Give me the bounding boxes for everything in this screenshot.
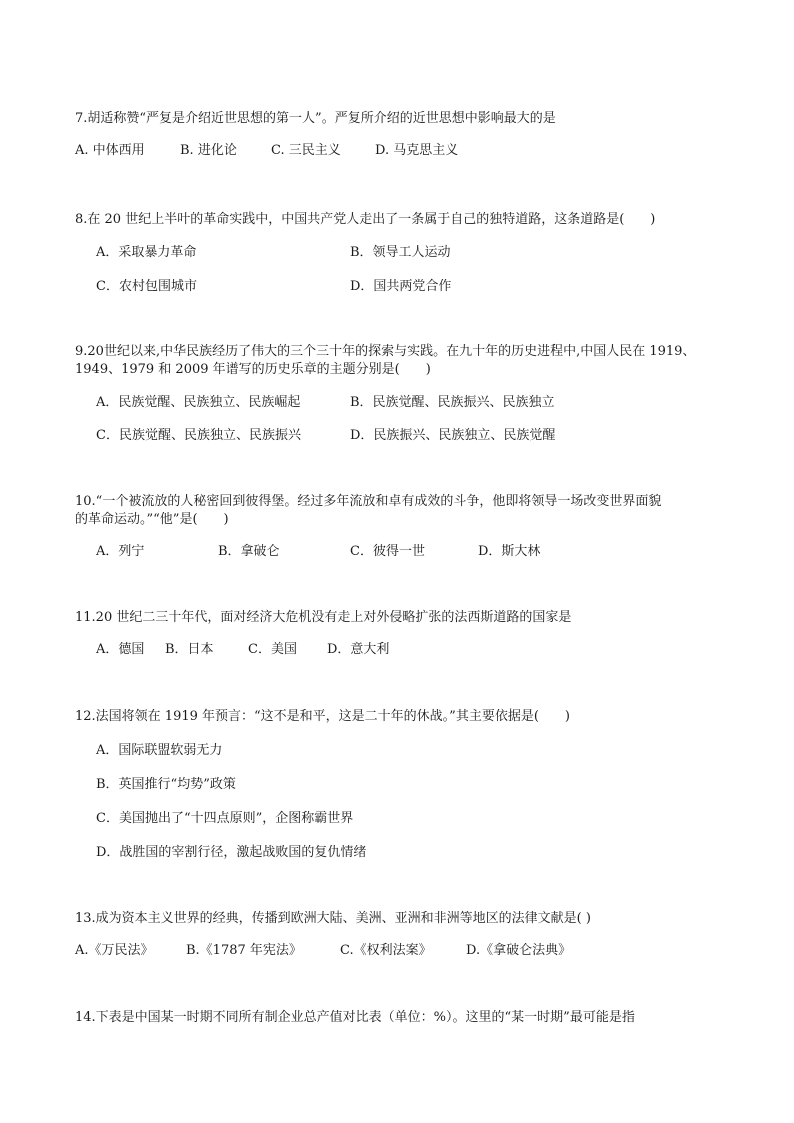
option-a: A．德国 xyxy=(96,642,145,657)
option-b: B.《1787 年宪法》 xyxy=(186,943,302,958)
option-a: A．采取暴力革命 xyxy=(96,245,197,260)
option-d: D．意大利 xyxy=(327,642,390,657)
option-a: A．国际联盟软弱无力 xyxy=(96,743,223,758)
question-stem-line-1: 10.“一个被流放的人秘密回到彼得堡。经过多年流放和卓有成效的斗争，他即将领导一场改变世界面貌 xyxy=(75,494,662,509)
option-c: C.《权利法案》 xyxy=(340,943,432,958)
option-c: C. 三民主义 xyxy=(271,143,341,158)
option-c: C．民族觉醒、民族独立、民族振兴 xyxy=(96,428,301,443)
option-d: D. 马克思主义 xyxy=(375,143,459,158)
option-d: D．斯大林 xyxy=(478,544,541,559)
option-c: C．彼得一世 xyxy=(350,544,425,559)
option-a: A．列宁 xyxy=(96,544,145,559)
option-a: A. 中体西用 xyxy=(75,143,145,158)
question-stem: 12.法国将领在 1919 年预言：“这不是和平，这是二十年的休战。”其主要依据是( ) xyxy=(75,709,570,724)
question-stem: 14.下表是中国某一时期不同所有制企业总产值对比表（单位：%）。这里的“某一时期”最可能是指 xyxy=(75,1010,635,1025)
question-stem-line-1: 9.20世纪以来,中华民族经历了伟大的三个三十年的探索与实践。在九十年的历史进程中,中国人民在 1919、 xyxy=(75,344,696,359)
option-d: D．国共两党合作 xyxy=(350,279,452,294)
question-stem: 8.在 20 世纪上半叶的革命实践中，中国共产党人走出了一条属于自己的独特道路，这条道路是( ) xyxy=(75,212,656,227)
option-b: B．民族觉醒、民族振兴、民族独立 xyxy=(350,395,555,410)
option-b: B. 进化论 xyxy=(180,143,237,158)
option-b: B．拿破仑 xyxy=(218,544,280,559)
question-stem: 7.胡适称赞“严复是介绍近世思想的第一人”。严复所介绍的近世思想中影响最大的是 xyxy=(75,111,556,126)
option-b: B．领导工人运动 xyxy=(350,245,451,260)
option-a: A.《万民法》 xyxy=(75,943,154,958)
option-d: D.《拿破仑法典》 xyxy=(466,943,572,958)
option-a: A．民族觉醒、民族独立、民族崛起 xyxy=(96,395,301,410)
question-stem: 13.成为资本主义世界的经典，传播到欧洲大陆、美洲、亚洲和非洲等地区的法律文献是( ) xyxy=(75,911,591,926)
question-stem: 11.20 世纪二三十年代，面对经济大危机没有走上对外侵略扩张的法西斯道路的国家是 xyxy=(75,610,572,625)
option-c: C．农村包围城市 xyxy=(96,279,197,294)
question-stem-line-2: 1949、1979 和 2009 年谱写的历史乐章的主题分别是( ) xyxy=(75,362,431,377)
option-d: D．战胜国的宰割行径，激起战败国的复仇情绪 xyxy=(96,845,367,860)
option-c: C．美国抛出了“十四点原则”，企图称霸世界 xyxy=(96,811,354,826)
option-d: D．民族振兴、民族独立、民族觉醒 xyxy=(350,428,556,443)
option-b: B．英国推行“均势”政策 xyxy=(96,777,236,792)
option-c: C．美国 xyxy=(248,642,297,657)
option-b: B．日本 xyxy=(165,642,214,657)
question-stem-line-2: 的革命运动。”“他”是( ) xyxy=(75,512,229,527)
